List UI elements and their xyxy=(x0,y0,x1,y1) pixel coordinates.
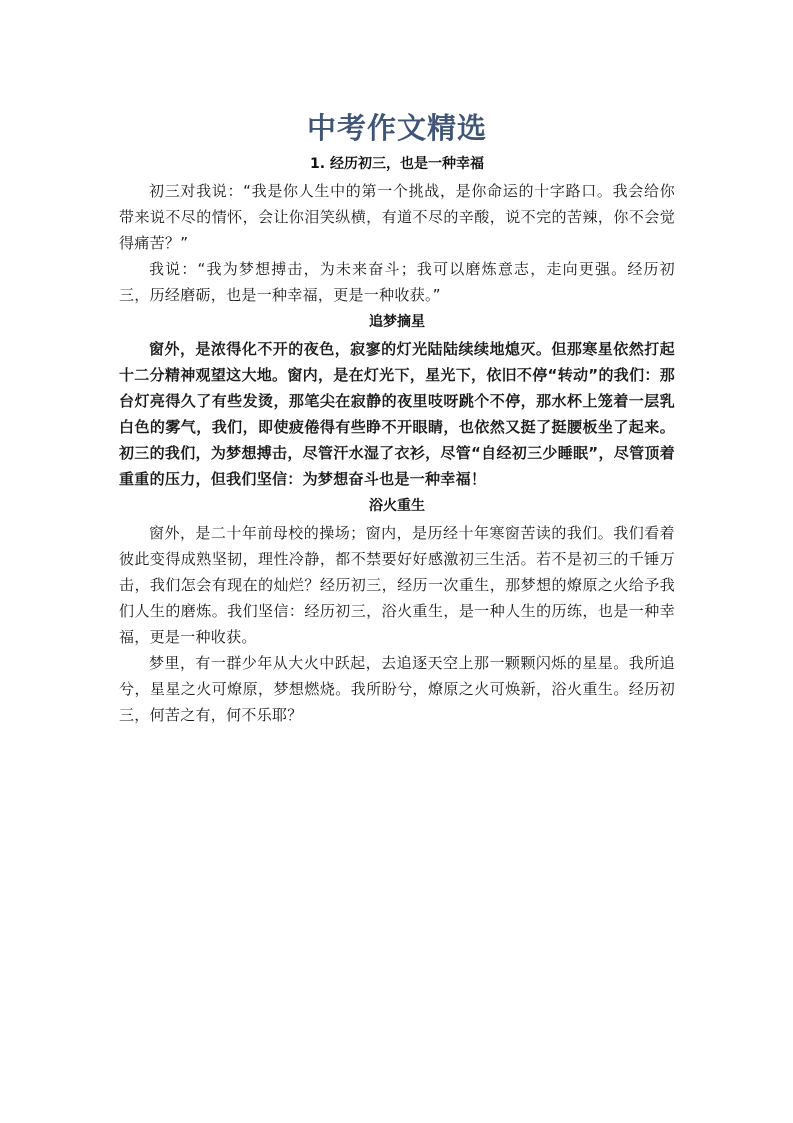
section-heading: 浴火重生 xyxy=(369,498,425,514)
paragraph: 窗外，是浓得化不开的夜色，寂寥的灯光陆陆续续地熄灭。但那寒星依然打起十二分精神观望这大地。窗内，是在灯光下，星光下，依旧不停“转动”的我们：那台灯亮得久了有些发烫，那笔尖在寂静的夜里吱呀跳个不停，那水杯上笼着一层乳白色的雾气，我们，即使疲倦得有些睁不开眼睛，也依然又挺了挺腰板坐了起来。初三的我们，为梦想搏击，尽管汗水湿了衣衫，尽管“自经初三少睡眠”，尽管顶着重重的压力，但我们坚信：为梦想奋斗也是一种幸福！ xyxy=(119,340,675,488)
paragraph: 梦里，有一群少年从大火中跃起，去追逐天空上那一颗颗闪烁的星星。我所追兮，星星之火可燎原，梦想燃烧。我所盼兮，燎原之火可焕新，浴火重生。经历初三，何苦之有，何不乐耶？ xyxy=(119,654,675,724)
document-title: 中考作文精选 xyxy=(306,111,487,145)
document-page xyxy=(119,100,675,728)
paragraph: 窗外，是二十年前母校的操场；窗内，是历经十年寒窗苦读的我们。我们看着彼此变得成熟坚韧，理性冷静，都不禁要好好感激初三生活。若不是初三的千锤万击，我们怎会有现在的灿烂？经历初三，经历一次重生，那梦想的燎原之火给予我们人生的磨炼。我们坚信：经历初三，浴火重生，是一种人生的历练，也是一种幸福，更是一种收获。 xyxy=(119,524,675,646)
section-heading: 1. 经历初三，也是一种幸福 xyxy=(310,156,484,172)
paragraph: 初三对我说：“我是你人生中的第一个挑战，是你命运的十字路口。我会给你带来说不尽的情怀，会让你泪笑纵横，有道不尽的辛酸，说不完的苦辣，你不会觉得痛苦？” xyxy=(119,182,675,252)
section-heading: 追梦摘星 xyxy=(369,314,425,330)
paragraph: 我说：“我为梦想搏击，为未来奋斗；我可以磨炼意志，走向更强。经历初三，历经磨砺，也是一种幸福，更是一种收获。” xyxy=(119,260,675,304)
